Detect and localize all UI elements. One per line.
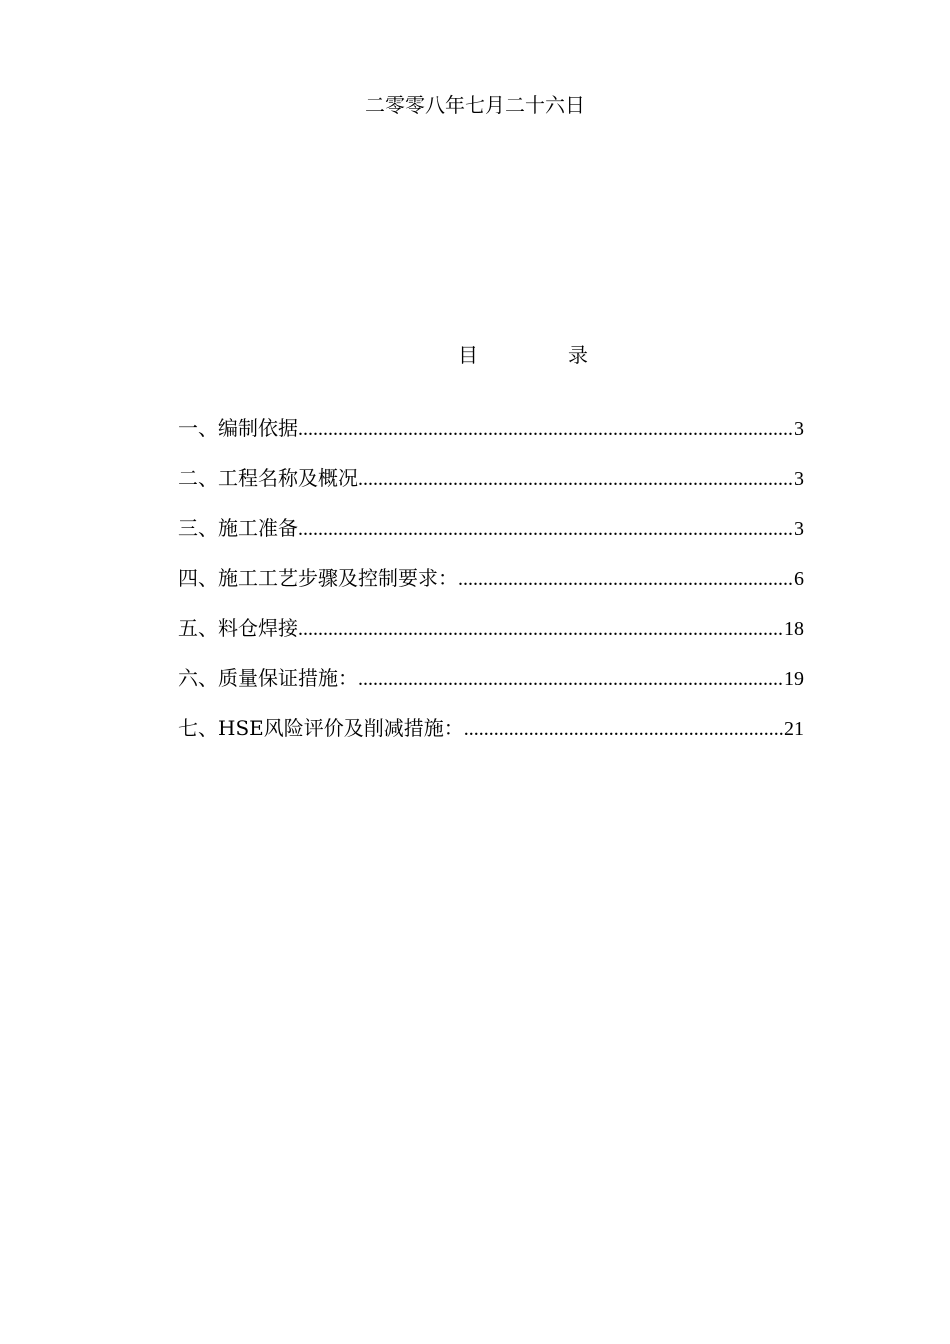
document-date: 二零零八年七月二十六日 bbox=[365, 93, 585, 117]
toc-page-number: 3 bbox=[794, 468, 804, 490]
toc-page-number: 6 bbox=[794, 568, 804, 590]
toc-entry-label: 六、质量保证措施： bbox=[178, 666, 358, 690]
toc-entry[interactable] bbox=[178, 463, 804, 513]
toc-entry-label: 五、料仓焊接 bbox=[178, 616, 298, 640]
toc-leader-dots bbox=[298, 414, 794, 444]
toc-entry-label: 二、工程名称及概况 bbox=[178, 466, 358, 490]
toc-page-number: 19 bbox=[784, 668, 804, 690]
toc-entry-label: 四、施工工艺步骤及控制要求： bbox=[178, 566, 458, 590]
toc-leader-dots bbox=[458, 564, 794, 594]
toc-heading bbox=[458, 340, 608, 370]
toc-entry[interactable] bbox=[178, 413, 804, 463]
toc-entry-label: 七、HSE风险评价及削减措施： bbox=[178, 716, 464, 740]
table-of-contents bbox=[178, 413, 804, 763]
toc-leader-dots bbox=[298, 614, 784, 644]
toc-page-number: 21 bbox=[784, 718, 804, 740]
toc-entry[interactable] bbox=[178, 613, 804, 663]
toc-entry[interactable] bbox=[178, 563, 804, 613]
toc-entry-label: 三、施工准备 bbox=[178, 516, 298, 540]
toc-leader-dots bbox=[358, 464, 794, 494]
toc-entry-label: 一、编制依据 bbox=[178, 416, 298, 440]
toc-page-number: 3 bbox=[794, 518, 804, 540]
toc-leader-dots bbox=[298, 514, 794, 544]
toc-leader-dots bbox=[464, 714, 784, 744]
toc-heading-char-1: 目 bbox=[458, 343, 478, 367]
toc-page-number: 18 bbox=[784, 618, 804, 640]
toc-heading-char-2: 录 bbox=[568, 343, 588, 367]
toc-leader-dots bbox=[358, 664, 784, 694]
toc-page-number: 3 bbox=[794, 418, 804, 440]
toc-entry[interactable] bbox=[178, 713, 804, 763]
toc-entry[interactable] bbox=[178, 663, 804, 713]
toc-entry[interactable] bbox=[178, 513, 804, 563]
